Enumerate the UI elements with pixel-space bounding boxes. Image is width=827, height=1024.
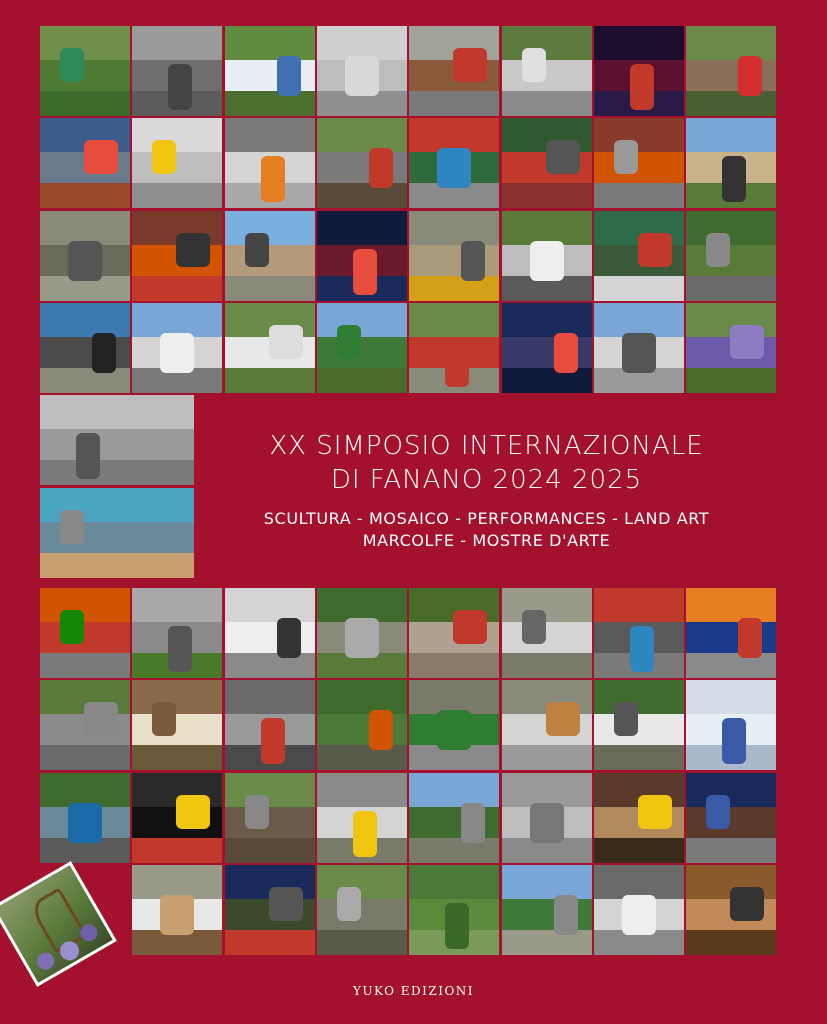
collage-photo xyxy=(594,865,684,955)
collage-photo xyxy=(502,303,592,393)
collage-photo xyxy=(502,26,592,116)
collage-photo xyxy=(686,26,776,116)
collage-photo xyxy=(40,26,130,116)
collage-photo xyxy=(40,118,130,208)
collage-photo xyxy=(317,773,407,863)
collage-photo xyxy=(686,211,776,301)
collage-photo xyxy=(317,865,407,955)
collage-photo xyxy=(409,588,499,678)
collage-photo xyxy=(225,865,315,955)
collage-photo xyxy=(409,303,499,393)
collage-photo xyxy=(594,26,684,116)
collage-photo xyxy=(502,588,592,678)
collage-photo xyxy=(40,303,130,393)
collage-photo xyxy=(132,211,222,301)
collage-photo xyxy=(40,773,130,863)
collage-photo xyxy=(594,303,684,393)
collage-photo xyxy=(40,588,130,678)
collage-photo xyxy=(225,588,315,678)
collage-photo xyxy=(132,865,222,955)
collage-photo xyxy=(409,680,499,770)
collage-photo xyxy=(40,488,194,578)
collage-photo xyxy=(502,680,592,770)
collage-photo xyxy=(132,303,222,393)
title-line-2: DI FANANO 2024 2025 xyxy=(330,465,643,495)
collage-photo xyxy=(317,118,407,208)
collage-photo xyxy=(594,211,684,301)
collage-photo xyxy=(132,26,222,116)
collage-photo xyxy=(594,680,684,770)
collage-photo xyxy=(225,303,315,393)
collage-photo xyxy=(225,680,315,770)
title-block xyxy=(195,395,778,587)
collage-photo xyxy=(594,118,684,208)
collage-photo xyxy=(409,26,499,116)
collage-photo xyxy=(40,211,130,301)
collage-photo xyxy=(225,26,315,116)
collage-photo xyxy=(686,680,776,770)
collage-photo xyxy=(409,773,499,863)
collage-photo xyxy=(594,588,684,678)
collage-photo xyxy=(686,588,776,678)
collage-photo xyxy=(132,588,222,678)
collage-photo xyxy=(686,865,776,955)
collage-photo xyxy=(409,211,499,301)
title-line-1: XX SIMPOSIO INTERNAZIONALE xyxy=(269,431,704,461)
collage-photo xyxy=(409,865,499,955)
collage-photo xyxy=(317,588,407,678)
collage-photo xyxy=(502,773,592,863)
collage-photo xyxy=(686,303,776,393)
collage-photo xyxy=(132,680,222,770)
publisher-name: YUKO EDIZIONI xyxy=(352,984,475,998)
collage-photo xyxy=(225,118,315,208)
collage-photo xyxy=(40,680,130,770)
collage-photo xyxy=(686,773,776,863)
collage-photo xyxy=(594,773,684,863)
collage-photo xyxy=(225,211,315,301)
collage-photo xyxy=(225,773,315,863)
collage-photo xyxy=(317,26,407,116)
collage-photo xyxy=(409,118,499,208)
collage-photo xyxy=(317,211,407,301)
collage-photo xyxy=(40,395,194,485)
subtitle-line-2: MARCOLFE - MOSTRE D'ARTE xyxy=(362,531,611,550)
collage-photo xyxy=(502,865,592,955)
subtitle-line-1: SCULTURA - MOSAICO - PERFORMANCES - LAND ART xyxy=(263,509,710,528)
collage-photo xyxy=(317,303,407,393)
collage-photo xyxy=(502,211,592,301)
collage-photo xyxy=(317,680,407,770)
collage-photo xyxy=(132,773,222,863)
collage-photo xyxy=(132,118,222,208)
collage-photo xyxy=(686,118,776,208)
collage-photo xyxy=(502,118,592,208)
